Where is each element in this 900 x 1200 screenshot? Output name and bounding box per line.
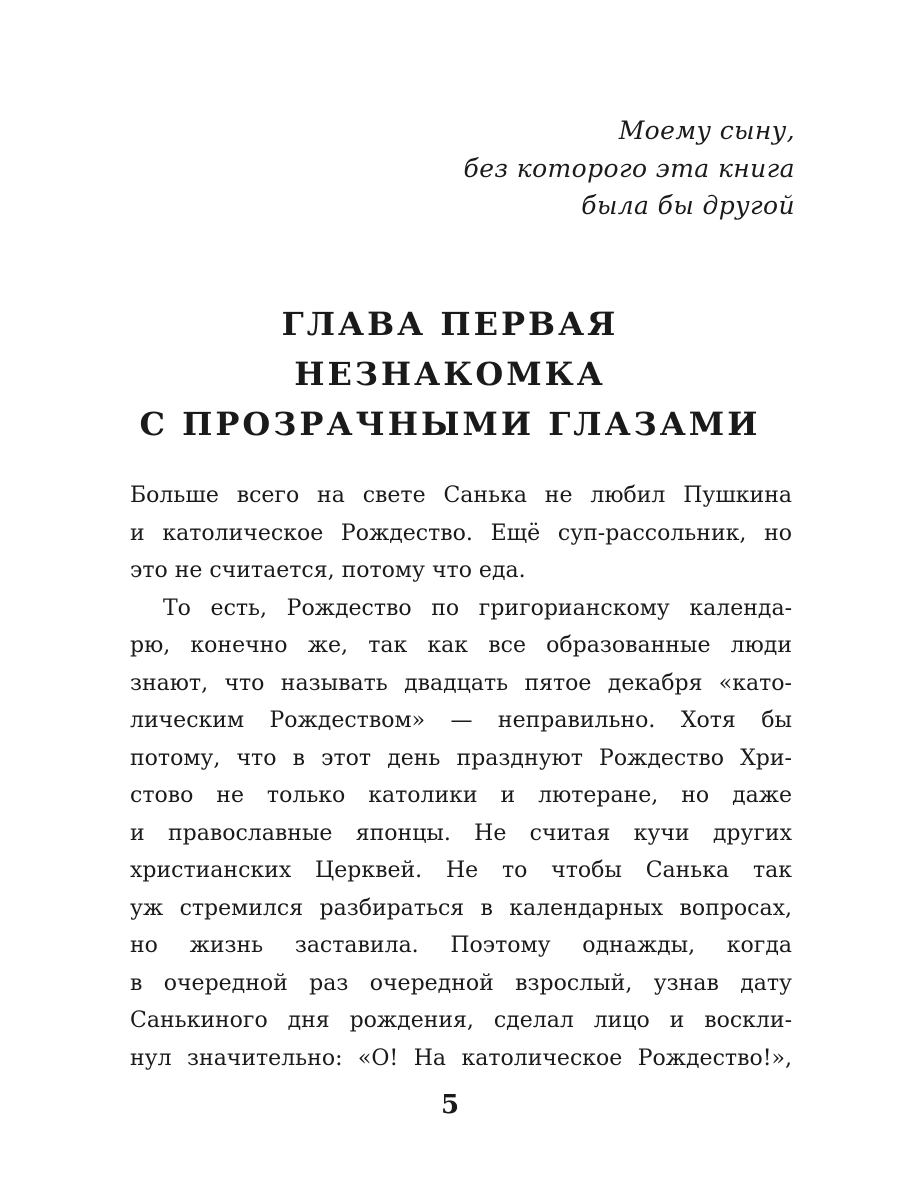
epigraph — [464, 112, 795, 225]
chapter-number: ГЛАВА ПЕРВАЯ — [281, 305, 619, 343]
page-number: 5 — [440, 1090, 460, 1120]
text-line: христианских Церквей. Не то чтобы Санька так — [130, 858, 792, 883]
text-line: знают, что называть двадцать пятое декабря «като- — [130, 670, 792, 696]
epigraph-line: без которого эта книга — [463, 153, 795, 183]
text-line: Санькиного дня рождения, сделал лицо и воскли- — [130, 1008, 792, 1033]
text-line: в очередной раз очередной взрослый, узнав дату — [130, 970, 792, 996]
chapter-name-line: С ПРОЗРАЧНЫМИ ГЛАЗАМИ — [139, 405, 761, 443]
body-text — [130, 477, 792, 1077]
text-line: стово не только католики и лютеране, но даже — [130, 783, 792, 808]
text-line: лическим Рождеством» — неправильно. Хотя бы — [130, 708, 792, 733]
epigraph-line: Моему сыну, — [618, 116, 795, 145]
text-line: То есть, Рождество по григорианскому календа- — [163, 595, 792, 621]
chapter-title — [0, 299, 900, 449]
text-line: но жизнь заставила. Поэтому однажды, когда — [130, 933, 792, 958]
text-line: это не считается, потому что еда. — [130, 558, 526, 583]
text-line: и православные японцы. Не считая кучи других — [130, 820, 792, 846]
text-line: рю, конечно же, так как все образованные люди — [130, 633, 792, 658]
text-line: потому, что в этот день празднуют Рождество Хри- — [130, 745, 792, 771]
text-line: нул значительно: «О! На католическое Рождество!», — [130, 1045, 792, 1071]
epigraph-line: была бы другой — [581, 191, 795, 220]
text-line: и католическое Рождество. Ещё суп-рассольник, но — [130, 520, 792, 546]
chapter-name-line: НЕЗНАКОМКА — [294, 355, 606, 393]
text-line: Больше всего на свете Санька не любил Пушкина — [130, 483, 792, 508]
text-line: уж стремился разбираться в календарных вопросах, — [130, 895, 792, 921]
